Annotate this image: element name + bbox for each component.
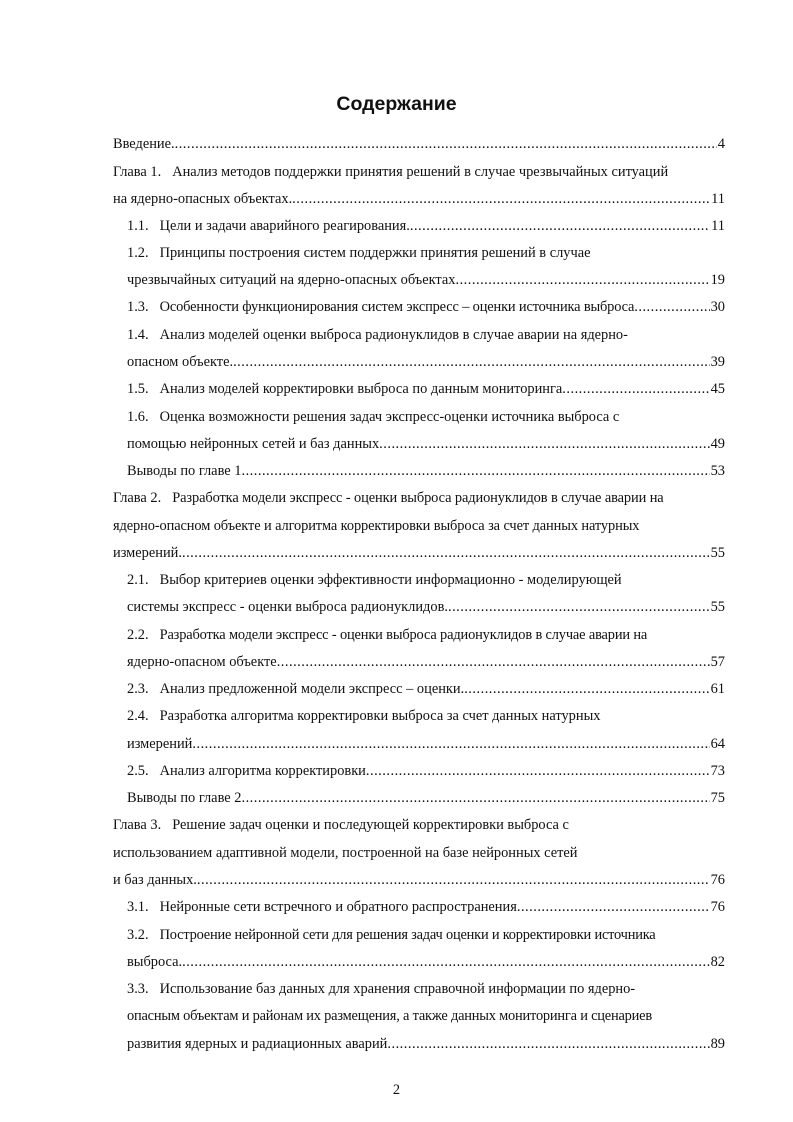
dot-leader [192,735,709,753]
toc-number: 3.3. [127,981,149,997]
toc-text: выброса. [127,954,183,970]
toc-entry-s24[interactable] [127,703,725,725]
toc-page: 30 [710,299,725,315]
toc-entry-ch3[interactable] [113,812,725,834]
toc-entry-s32-cont[interactable] [127,949,725,971]
toc-page: 55 [710,599,725,615]
toc-page: 73 [710,763,725,779]
dot-leader [197,871,710,889]
dot-leader [241,789,709,807]
toc-entry-s21[interactable] [127,567,725,589]
toc-text: Разработка модели экспресс - оценки выброса радионуклидов в случае аварии на [159,627,648,643]
toc-text: Анализ методов поддержки принятия решений в случае чрезвычайных ситуаций [172,164,669,180]
toc-text: измерений [127,736,193,752]
toc-entry-s24-cont[interactable] [127,731,725,753]
toc-number: Глава 2. [113,490,162,506]
toc-entry-ch3-cont[interactable] [113,840,725,862]
dot-leader [562,380,709,398]
dot-leader [517,898,710,916]
toc-text: Разработка модели экспресс - оценки выброса радионуклидов в случае аварии на [172,490,664,506]
toc-page: 53 [710,463,725,479]
toc-page: 76 [710,872,725,888]
toc-entry-conclusion-2[interactable] [127,785,725,807]
toc-entry-s33[interactable] [127,976,725,998]
toc-text: Нейронные сети встречного и обратного распространения [159,899,517,915]
toc-entry-s21-cont[interactable] [127,594,725,616]
dot-leader [292,190,710,208]
toc-entry-s33-cont2[interactable] [127,1031,725,1053]
toc-text: Решение задач оценки и последующей корректировки выброса с [172,817,569,833]
toc-text: Выводы по главе 1 [127,463,242,479]
dot-leader [366,762,710,780]
toc-entry-ch2-cont2[interactable] [113,540,725,562]
toc-entry-ch2-cont[interactable] [113,513,725,535]
toc-entry-s14-cont[interactable] [127,349,725,371]
toc-text: использованием адаптивной модели, построенной на базе нейронных сетей [113,845,578,861]
toc-number: 1.6. [127,409,149,425]
dot-leader [455,271,709,289]
toc-page: 89 [710,1036,725,1052]
toc-text: ядерно-опасном объекте [127,654,277,670]
toc-text: Анализ предложенной модели экспресс – оценки. [159,681,465,697]
toc-entry-s12-cont[interactable] [127,267,725,289]
toc-text: Разработка алгоритма корректировки выброса за счет данных натурных [159,708,601,724]
toc-page: 75 [710,790,725,806]
toc-number: 1.2. [127,245,149,261]
toc-page: 11 [711,191,725,207]
toc-entry-s16-cont[interactable] [127,431,725,453]
toc-text: Принципы построения систем поддержки принятия решений в случае [159,245,591,261]
dot-leader [175,135,717,153]
toc-page: 45 [710,381,725,397]
toc-text: системы экспресс - оценки выброса радионуклидов. [127,599,448,615]
dot-leader [277,653,710,671]
toc-number: Глава 1. [113,164,162,180]
toc-text: Цели и задачи аварийного реагирования. [159,218,410,234]
toc-text: Особенности функционирования систем экспресс – оценки источника выброса [159,299,635,315]
toc-entry-s23[interactable] [127,676,725,698]
toc-text: опасным объектам и районам их размещения, а также данных мониторинга и сценариев [127,1008,652,1024]
toc-entry-s16[interactable] [127,404,725,426]
page-number: 2 [392,1082,401,1098]
toc-text: измерений. [113,545,182,561]
toc-entry-conclusion-1[interactable] [127,458,725,480]
dot-leader [182,953,710,971]
toc-page: 76 [710,899,725,915]
toc-text: Построение нейронной сети для решения задач оценки и корректировки источника [159,927,656,943]
toc-entry-s12[interactable] [127,240,725,262]
toc-number: 2.5. [127,763,149,779]
dot-leader [634,298,709,316]
dot-leader [410,217,710,235]
toc-number: 2.1. [127,572,149,588]
toc-text: чрезвычайных ситуаций на ядерно-опасных объектах [127,272,456,288]
toc-entry-s32[interactable] [127,922,725,944]
toc-number: 1.1. [127,218,149,234]
toc-page: 19 [710,272,725,288]
toc-text: и баз данных. [113,872,197,888]
toc-number: Глава 3. [113,817,162,833]
toc-page: 4 [717,136,725,152]
toc-text: на ядерно-опасных объектах. [113,191,293,207]
toc-page: 61 [710,681,725,697]
toc-number: 1.4. [127,327,149,343]
toc-number: 3.1. [127,899,149,915]
toc-text: опасном объекте. [127,354,234,370]
toc-entry-s31[interactable] [127,894,725,916]
toc-text: Анализ алгоритма корректировки [159,763,366,779]
dot-leader [233,353,710,371]
toc-entry-s14[interactable] [127,322,725,344]
toc-entry-ch3-cont2[interactable] [113,867,725,889]
toc-entry-s15[interactable] [127,376,725,398]
toc-entry-ch2[interactable] [113,485,725,507]
toc-page: 49 [710,436,725,452]
toc-text: Введение. [113,136,175,152]
toc-text: помощью нейронных сетей и баз данных [127,436,380,452]
dot-leader [182,544,710,562]
toc-number: 1.5. [127,381,149,397]
toc-text: Выбор критериев оценки эффективности информационно - моделирующей [159,572,622,588]
toc-page: 57 [710,654,725,670]
toc-entry-ch1-cont[interactable] [113,186,725,208]
dot-leader [448,598,710,616]
toc-entry-s33-cont[interactable] [127,1003,725,1025]
dot-leader [241,462,709,480]
dot-leader [379,435,709,453]
toc-entry-s25[interactable] [127,758,725,780]
toc-entry-s22[interactable] [127,622,725,644]
toc-page: 55 [710,545,725,561]
toc-text: Анализ моделей корректировки выброса по данным мониторинга [159,381,563,397]
toc-page: 11 [711,218,725,234]
toc-number: 2.2. [127,627,149,643]
toc-entry-intro[interactable] [113,131,725,153]
dot-leader [387,1035,709,1053]
toc-text: развития ядерных и радиационных аварий [127,1036,388,1052]
toc-page: 39 [710,354,725,370]
toc-text: Оценка возможности решения задач экспресс-оценки источника выброса с [159,409,620,425]
toc-number: 2.3. [127,681,149,697]
toc-entry-s22-cont[interactable] [127,649,725,671]
toc-entry-s13[interactable] [127,294,725,316]
dot-leader [464,680,709,698]
toc-page: 64 [710,736,725,752]
page-title: Содержание [336,93,457,115]
toc-text: Анализ моделей оценки выброса радионуклидов в случае аварии на ядерно- [159,327,628,343]
toc-number: 3.2. [127,927,149,943]
toc-entry-s11[interactable] [127,213,725,235]
toc-text: ядерно-опасном объекте и алгоритма корректировки выброса за счет данных натурных [113,518,640,534]
toc-entry-ch1[interactable] [113,159,725,181]
toc-text: Выводы по главе 2 [127,790,242,806]
toc-number: 1.3. [127,299,149,315]
toc-number: 2.4. [127,708,149,724]
toc-text: Использование баз данных для хранения справочной информации по ядерно- [159,981,636,997]
toc-page: 82 [710,954,725,970]
